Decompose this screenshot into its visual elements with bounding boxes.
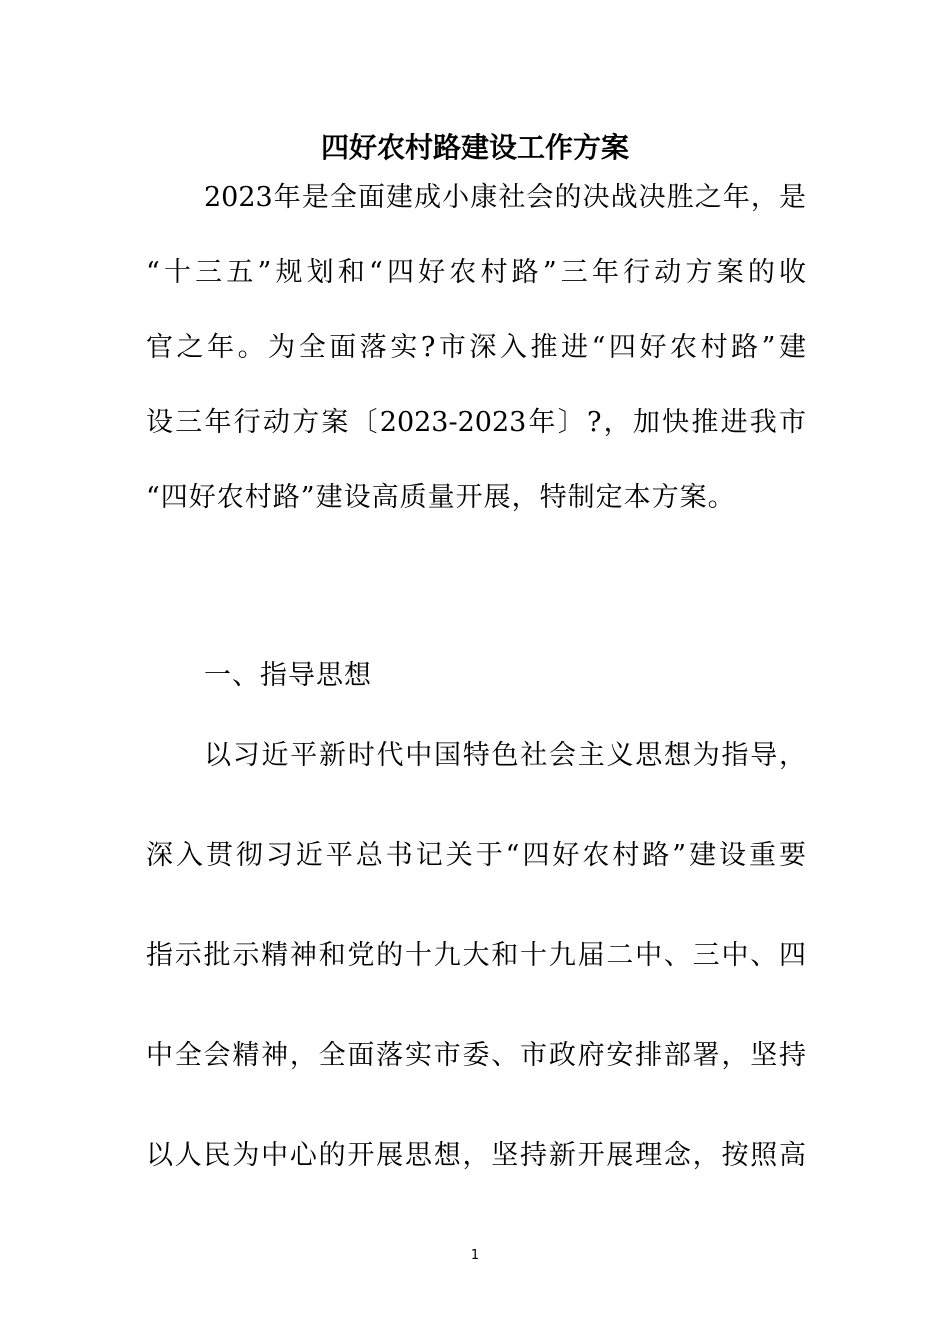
paragraph-line-8: 指示批示精神和党的十九大和十九届二中、三中、四 (146, 940, 806, 971)
document-title: 四好农村路建设工作方案 (320, 131, 629, 164)
page-number: 1 (470, 1248, 480, 1263)
paragraph-line-3: 官之年。为全面落实?市深入推进“四好农村路”建 (146, 332, 806, 363)
paragraph-line-7: 深入贯彻习近平总书记关于“四好农村路”建设重要 (146, 840, 806, 871)
paragraph-line-9: 中全会精神，全面落实市委、市政府安排部署，坚持 (146, 1040, 806, 1071)
paragraph-line-5: “四好农村路”建设高质量开展，特制定本方案。 (146, 482, 736, 513)
section-heading: 一、指导思想 (204, 660, 372, 691)
paragraph-line-10: 以人民为中心的开展思想，坚持新开展理念，按照高 (146, 1140, 806, 1171)
paragraph-line-1: 2023年是全面建成小康社会的决战决胜之年，是 (204, 182, 806, 213)
paragraph-line-4: 设三年行动方案〔2023-2023年〕?，加快推进我市 (146, 407, 806, 438)
paragraph-line-6: 以习近平新时代中国特色社会主义思想为指导， (204, 740, 806, 771)
paragraph-line-2: “十三五”规划和“四好农村路”三年行动方案的收 (146, 257, 806, 288)
